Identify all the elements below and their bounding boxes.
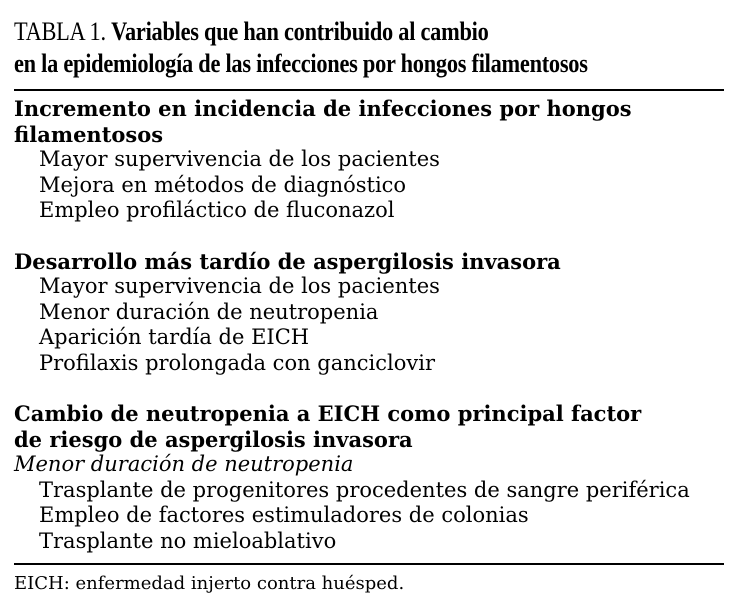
list-item: Empleo de factores estimuladores de colonias [39,503,529,527]
list-item: Trasplante de progenitores procedentes de sangre periférica [39,477,690,502]
section-desarrollo [14,249,724,377]
section-incremento [14,96,724,224]
list-item: Profilaxis prolongada con ganciclovir [39,350,435,375]
table-title-line-1 [14,16,625,48]
list-item: Mayor supervivencia de los pacientes [39,274,440,298]
list-item: Mejora en métodos de diagnóstico [39,172,407,197]
section-subheading: Menor duración de neutropenia [14,452,354,476]
section-heading-line: de riesgo de aspergilosis invasora [14,426,413,452]
table-body [14,96,724,554]
top-rule [14,89,724,91]
table-title [14,16,625,80]
section-heading-line: Desarrollo más tardío de aspergilosis invasora [14,248,561,274]
bottom-rule [14,563,724,565]
section-heading-line: filamentosos [14,121,164,147]
list-item: Mayor supervivencia de los pacientes [39,147,440,171]
table-label: TABLA 1. [14,17,106,46]
table-title-text-1: Variables que han contribuido al cambio [111,17,489,46]
list-item: Trasplante no mieloablativo [39,528,337,553]
list-item: Empleo profiláctico de fluconazol [39,198,395,222]
table-footnote: EICH: enfermedad injerto contra huésped. [14,573,405,594]
section-heading-line: Incremento en incidencia de infecciones por hongos [14,96,632,121]
table-title-text-2: en la epidemiología de las infecciones por hongos filamentosos [14,49,588,78]
section-cambio [14,401,724,554]
list-item: Menor duración de neutropenia [39,299,379,324]
list-item: Aparición tardía de EICH [39,325,310,349]
section-heading-line: Cambio de neutropenia a EICH como principal factor [14,401,642,426]
